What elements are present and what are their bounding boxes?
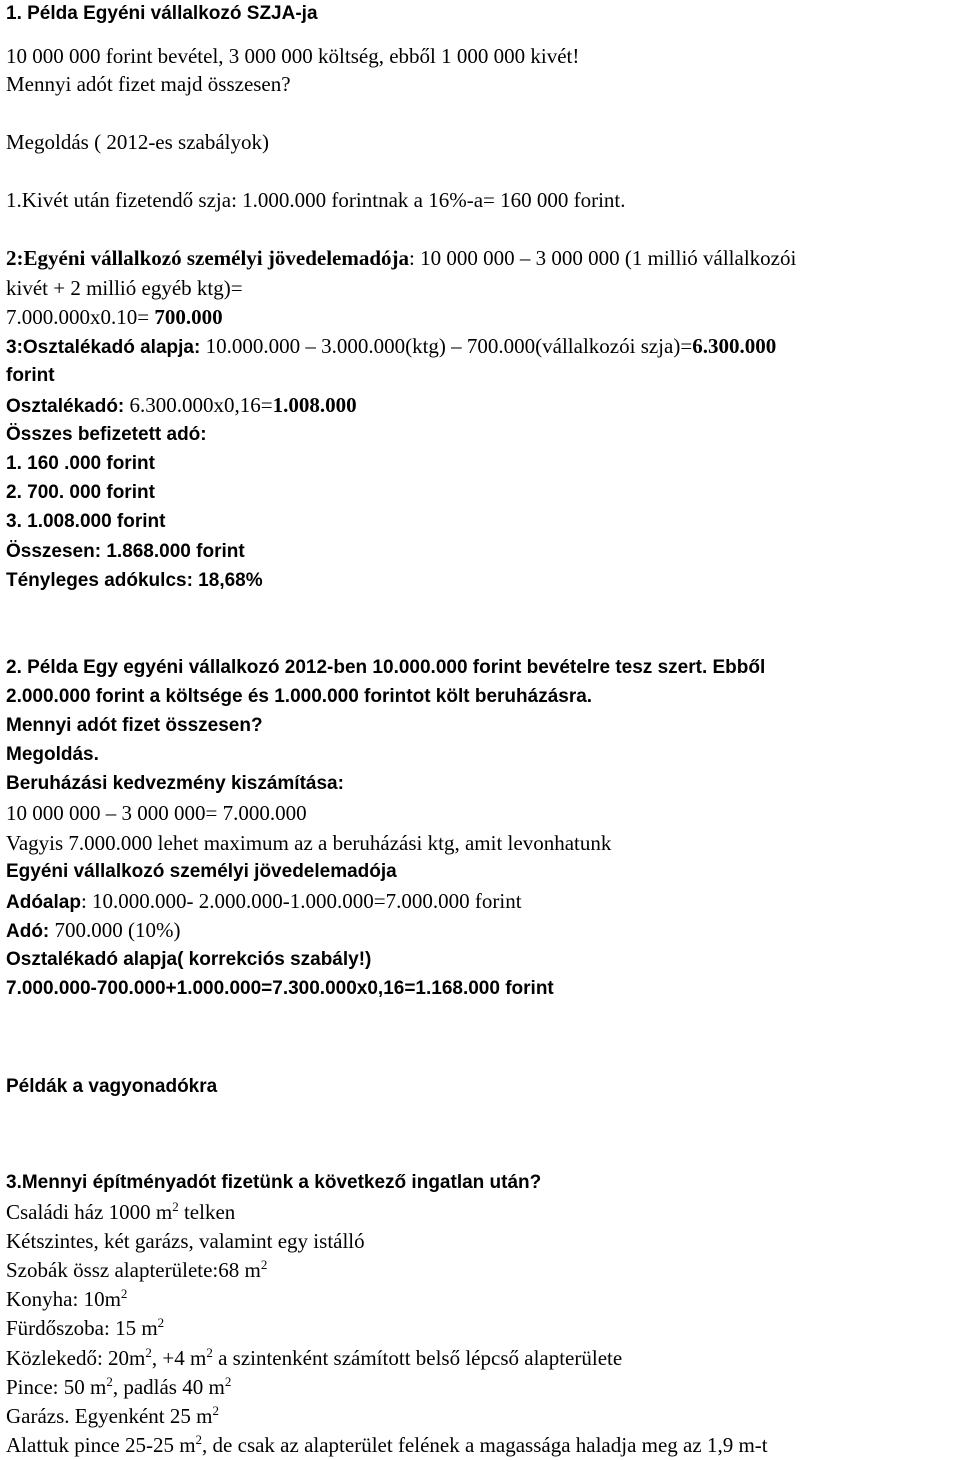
garage-cellar-line [6, 1432, 768, 1458]
example-2-line-1: 2. Példa Egy egyéni vállalkozó 2012-ben 10.000.000 forint bevételre tesz szert. Ebből [6, 657, 766, 678]
property-levels-line: Kétszintes, két garázs, valamint egy istálló [6, 1229, 365, 1253]
rooms-area-line [6, 1257, 267, 1283]
investment-allowance-calc: 10 000 000 – 3 000 000= 7.000.000 [6, 801, 307, 825]
example-1-step-3-line-1 [6, 333, 776, 361]
dividend-base-calc: 7.000.000-700.000+1.000.000=7.300.000x0,16=1.168.000 forint [6, 978, 554, 999]
superscript: 2 [212, 1403, 219, 1418]
superscript: 2 [120, 1286, 128, 1301]
example-1-title: 1. Példa Egyéni vállalkozó SZJA-ja [6, 3, 318, 24]
total-tax-sum: Összesen: 1.868.000 forint [6, 541, 245, 562]
garage-cellar-note: , de csak az alapterület felének a magassága haladja meg az 1,9 m-t [202, 1433, 768, 1457]
cellar-attic-line [6, 1374, 231, 1400]
dividend-base-heading: Osztalékadó alapja( korrekciós szabály!) [6, 949, 372, 970]
total-tax-item-1: 1. 160 .000 forint [6, 453, 155, 474]
example-2-line-2: 2.000.000 forint a költsége és 1.000.000 forintot költ beruházásra. [6, 686, 593, 707]
step-3-result: 6.300.000 [692, 334, 777, 358]
tax-line [6, 917, 181, 945]
superscript: 2 [172, 1199, 179, 1214]
tax-base-label: Adóalap [6, 892, 81, 913]
superscript: 2 [106, 1374, 113, 1389]
total-tax-item-2: 2. 700. 000 forint [6, 482, 155, 503]
tax-value: 700.000 (10%) [54, 918, 181, 942]
personal-income-tax-heading: Egyéni vállalkozó személyi jövedelemadója [6, 861, 397, 882]
tax-base-calc: : 10.000.000- 2.000.000-1.000.000=7.000.000 forint [80, 889, 522, 913]
property-plot-text: Családi ház 1000 m [6, 1200, 173, 1224]
example-1-step-2-line-1 [6, 245, 796, 271]
step-2-label: 2:Egyéni vállalkozó személyi jövedelemadója [6, 246, 410, 270]
wealth-tax-examples-heading: Példák a vagyonadókra [6, 1076, 218, 1097]
example-1-step-1: 1.Kivét után fizetendő szja: 1.000.000 forintnak a 16%-a= 160 000 forint. [6, 188, 626, 212]
step-3-formula: 10.000.000 – 3.000.000(ktg) – 700.000(vállalkozói szja)= [205, 334, 693, 358]
example-1-step-2-line-2: kivét + 2 millió egyéb ktg)= [6, 276, 243, 300]
effective-tax-rate: Tényleges adókulcs: 18,68% [6, 570, 263, 591]
corridor-stairs-text: , +4 m [151, 1346, 207, 1370]
dividend-tax-label: Osztalékadó: [6, 396, 130, 417]
rooms-area-text: Szobák össz alapterülete:68 m [6, 1258, 261, 1282]
kitchen-area-text: Konyha: 10m [6, 1287, 121, 1311]
example-2-question: Mennyi adót fizet összesen? [6, 715, 263, 736]
corridor-area-line [6, 1345, 622, 1371]
superscript: 2 [224, 1374, 232, 1389]
step-2-calc: 7.000.000x0.10= [6, 305, 155, 329]
step-2-formula: : 10 000 000 – 3 000 000 (1 millió vállalkozói [409, 246, 797, 270]
example-1-step-3-line-2: forint [6, 365, 55, 386]
step-3-label: 3:Osztalékadó alapja: [6, 337, 206, 358]
tax-base-line [6, 888, 522, 916]
example-2-solution-heading: Megoldás. [6, 744, 99, 765]
bathroom-area-line [6, 1315, 164, 1341]
example-1-question-line-1: 10 000 000 forint bevétel, 3 000 000 költség, ebből 1 000 000 kivét! [6, 44, 580, 68]
total-tax-item-3: 3. 1.008.000 forint [6, 511, 166, 532]
total-tax-heading: Összes befizetett adó: [6, 424, 207, 445]
superscript: 2 [157, 1315, 165, 1330]
tax-label: Adó: [6, 921, 55, 942]
superscript: 2 [260, 1257, 268, 1272]
superscript: 2 [145, 1345, 152, 1360]
cellar-area-text: Pince: 50 m [6, 1375, 107, 1399]
example-1-solution-heading: Megoldás ( 2012-es szabályok) [6, 130, 270, 154]
garage-cellar-text: Alattuk pince 25-25 m [6, 1433, 196, 1457]
superscript: 2 [195, 1432, 203, 1447]
example-1-question-line-2: Mennyi adót fizet majd összesen? [6, 72, 291, 96]
garage-area-line [6, 1403, 219, 1429]
example-1-step-2-line-3 [6, 304, 223, 330]
example-1-dividend-tax [6, 392, 357, 420]
dividend-tax-calc: 6.300.000x0,16= [129, 393, 273, 417]
superscript: 2 [206, 1345, 213, 1360]
investment-allowance-heading: Beruházási kedvezmény kiszámítása: [6, 773, 344, 794]
corridor-stairs-note: a szintenként számított belső lépcső alapterülete [212, 1346, 623, 1370]
corridor-area-text: Közlekedő: 20m [6, 1346, 146, 1370]
property-plot-line [6, 1199, 235, 1225]
example-3-question: 3.Mennyi építményadót fizetünk a következő ingatlan után? [6, 1172, 542, 1193]
attic-area-text: , padlás 40 m [112, 1375, 225, 1399]
property-plot-suffix: telken [178, 1200, 236, 1224]
bathroom-area-text: Fürdőszoba: 15 m [6, 1316, 158, 1340]
garage-area-text: Garázs. Egyenként 25 m [6, 1404, 213, 1428]
kitchen-area-line [6, 1286, 127, 1312]
step-2-result: 700.000 [154, 305, 223, 329]
investment-allowance-note: Vagyis 7.000.000 lehet maximum az a beruházási ktg, amit levonhatunk [6, 831, 612, 855]
dividend-tax-result: 1.008.000 [272, 393, 357, 417]
